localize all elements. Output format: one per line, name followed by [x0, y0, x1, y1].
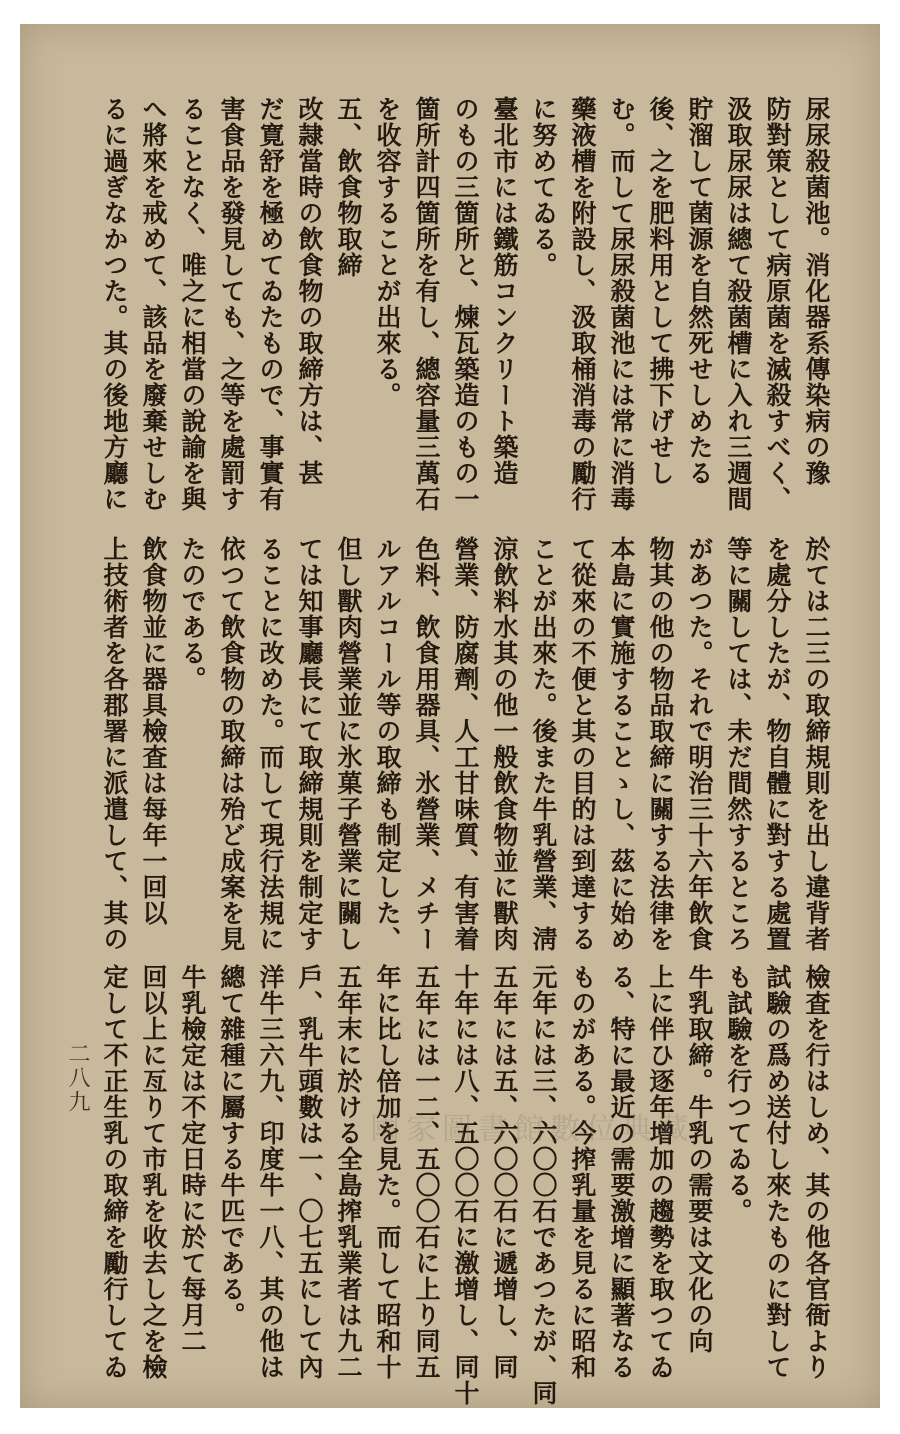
text-line: 藥液槽を附設し、汲取桶消毒の勵行: [568, 96, 597, 512]
text-line: に努めてゐる。: [529, 96, 558, 278]
text-line: 上技術者を各郡署に派遣して、其の: [100, 536, 129, 952]
text-line: 元年には三、六〇〇石であつたが、同: [529, 964, 558, 1406]
text-line: へ將來を戒めて、該品を廢棄せしむ: [139, 96, 168, 512]
text-line: 回以上に亙りて市乳を收去し之を檢: [139, 964, 168, 1380]
text-block-middle: [56, 536, 836, 952]
text-line: ることに改めた。而して現行法規に: [256, 536, 285, 952]
text-line: 營業、防腐劑、人工甘味質、有害着: [451, 536, 480, 952]
page-number: 二八九: [65, 1042, 90, 1114]
text-line: 五年には五、六〇〇石に遞增し、同: [490, 964, 519, 1380]
text-line: を收容することが出來る。: [373, 96, 402, 408]
text-line: ことが出來た。後また牛乳營業、淸: [529, 536, 558, 952]
text-line: 飲食物並に器具檢査は每年一回以: [139, 536, 168, 926]
text-line: 但し獸肉營業並に氷菓子營業に關し: [334, 536, 363, 952]
text-block-top: [56, 96, 836, 566]
text-line: ることなく、唯之に相當の說諭を與: [178, 96, 207, 512]
text-line: 依つて飲食物の取締は殆ど成案を見: [217, 536, 246, 952]
text-line: ルアルコール等の取締も制定した、: [373, 536, 402, 952]
text-line: 尿尿殺菌池。消化器系傳染病の豫: [802, 96, 831, 486]
text-line: 五、飲食物取締: [334, 96, 363, 278]
text-line: を處分したが、物自體に對する處置: [763, 536, 792, 952]
text-line: 害食品を發見しても、之等を處罰す: [217, 96, 246, 512]
watermark: 國家圖書館數位典藏: [370, 1112, 694, 1147]
text-line: 檢査を行はしめ、其の他各官衙より: [802, 964, 831, 1380]
text-line: 洋牛三六九、印度牛一八、其の他は: [256, 964, 285, 1380]
text-line: 十年には八、五〇〇石に激增し、同十: [451, 964, 480, 1406]
text-line: があつた。それで明治三十六年飲食: [685, 536, 714, 952]
text-line: 戶、乳牛頭數は一、〇七五にして內: [295, 964, 324, 1380]
text-line: 後、之を肥料用として拂下げせし: [646, 96, 675, 486]
text-line: 年に比し倍加を見た。而して昭和十: [373, 964, 402, 1380]
text-line: 牛乳檢定は不定日時に於て每月二: [178, 964, 207, 1354]
text-line: 上に伴ひ逐年增加の趨勢を取つてゐ: [646, 964, 675, 1380]
text-block-bottom: [56, 964, 836, 1406]
text-line: 貯溜して菌源を自然死せしめたる: [685, 96, 714, 486]
text-line: る、特に最近の需要激增に顯著なる: [607, 964, 636, 1380]
text-line: 色料、飲食用器具、氷營業、メチー: [412, 536, 441, 952]
text-line: 物其の他の物品取締に關する法律を: [646, 536, 675, 952]
text-line: 五年末に於ける全島搾乳業者は九二: [334, 964, 363, 1380]
text-line: も試驗を行つてゐる。: [724, 964, 753, 1224]
text-line: 五年には一二、五〇〇石に上り同五: [412, 964, 441, 1380]
text-line: 總て雜種に屬する牛匹である。: [217, 964, 246, 1328]
text-line: だ寛舒を極めてゐたもので、事實有: [256, 96, 285, 512]
text-line: 等に關しては、未だ間然するところ: [724, 536, 753, 952]
text-line: 於ては二三の取締規則を出し違背者: [802, 536, 831, 952]
text-line: たのである。: [178, 536, 207, 692]
text-line: 本島に實施することゝし、茲に始め: [607, 536, 636, 952]
text-line: む。而して尿尿殺菌池には常に消毒: [607, 96, 636, 512]
text-line: 定して不正生乳の取締を勵行してゐ: [100, 964, 129, 1380]
text-line: 汲取尿尿は總て殺菌槽に入れ三週間: [724, 96, 753, 512]
text-line: 改隷當時の飲食物の取締方は、甚: [295, 96, 324, 486]
text-line: ては知事廳長にて取締規則を制定す: [295, 536, 324, 952]
text-line: 牛乳取締。牛乳の需要は文化の向: [685, 964, 714, 1354]
text-line: 試驗の爲め送付し來たものに對して: [763, 964, 792, 1380]
book-page: [20, 24, 880, 1408]
text-line: のもの三箇所と、煉瓦築造のもの一: [451, 96, 480, 512]
text-line: て從來の不便と其の目的は到達する: [568, 536, 597, 952]
text-line: るに過ぎなかつた。其の後地方廳に: [100, 96, 129, 512]
text-line: 涼飲料水其の他一般飲食物並に獸肉: [490, 536, 519, 952]
text-line: ものがある。今搾乳量を見るに昭和: [568, 964, 597, 1380]
text-line: 箇所計四箇所を有し、總容量三萬石: [412, 96, 441, 512]
text-line: 防對策として病原菌を滅殺すべく、: [763, 96, 792, 512]
text-line: 臺北市には鐵筋コンクリート築造: [490, 96, 519, 486]
